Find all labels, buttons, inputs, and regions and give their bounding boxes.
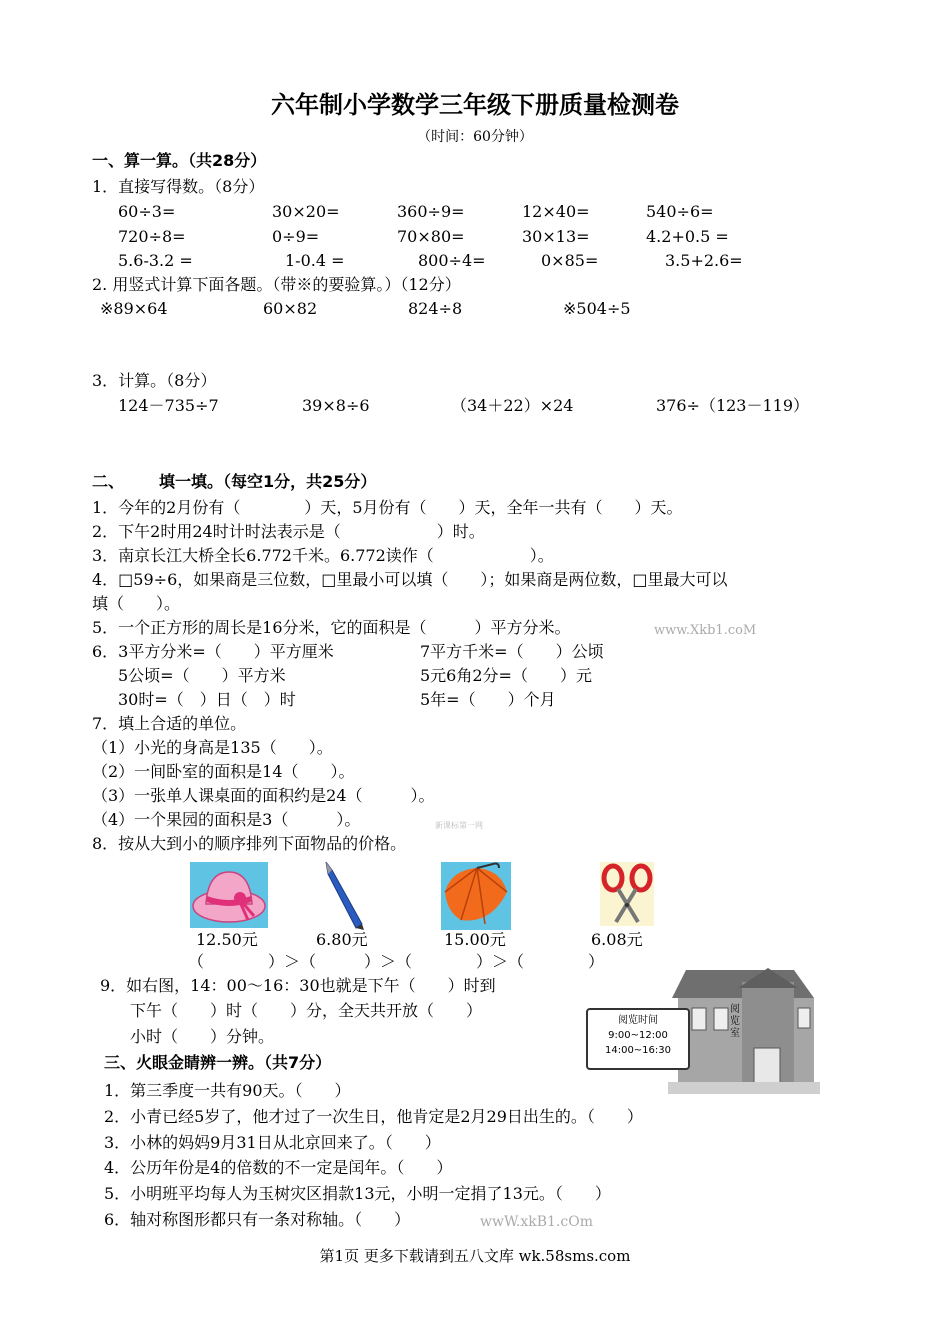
- compute-item: 376÷（123－119）: [656, 396, 810, 415]
- q1-label: 1．直接写得数。（8分）: [92, 177, 265, 196]
- sign-time: 14:00~16:30: [604, 1045, 671, 1056]
- judge-item: 3．小林的妈妈9月31日从北京回来了。（ ）: [104, 1133, 441, 1152]
- calc-item: 12×40=: [522, 202, 590, 221]
- price-label: 15.00元: [444, 930, 506, 949]
- price-label: 12.50元: [196, 930, 258, 949]
- page-footer: 第1页 更多下载请到五八文库 wk.58sms.com: [319, 1247, 631, 1265]
- q7-label: 7．填上合适的单位。: [92, 714, 247, 733]
- judge-item: 1．第三季度一共有90天。（ ）: [104, 1081, 351, 1100]
- q6-item: 6．3平方分米=（ ）平方厘米: [92, 642, 334, 661]
- calc-item: 5.6-3.2 =: [118, 251, 193, 270]
- vertical-calc-item: ※504÷5: [563, 299, 631, 318]
- fill-line: 填（ ）。: [92, 594, 181, 613]
- vertical-calc-item: ※89×64: [100, 299, 168, 318]
- section1-heading: 一、算一算。（共28分）: [92, 151, 267, 170]
- q3-label: 3．计算。（8分）: [92, 371, 217, 390]
- price-compare: （ ）＞（ ）＞（ ）＞（ ）: [188, 952, 605, 971]
- building-label: 阅览室: [730, 1004, 740, 1039]
- section2-heading-num: 二、: [92, 472, 125, 491]
- calc-item: 30×13=: [522, 227, 590, 246]
- price-label: 6.80元: [316, 930, 368, 949]
- q2-label: 2. 用竖式计算下面各题。（带※的要验算。）（12分）: [92, 275, 461, 294]
- time-limit: （时间：60分钟）: [417, 129, 533, 145]
- judge-item: 6．轴对称图形都只有一条对称轴。（ ）: [104, 1210, 411, 1229]
- compute-item: （34＋22）×24: [451, 396, 574, 415]
- calc-item: 0×85=: [541, 251, 599, 270]
- scissors-icon: [600, 862, 654, 926]
- section2-heading: 填一填。（每空1分，共25分）: [159, 472, 377, 491]
- hat-icon: [190, 862, 268, 928]
- q9-line: 小时（ ）分钟。: [130, 1027, 275, 1046]
- judge-item: 5．小明班平均每人为玉树灾区捐款13元，小明一定捐了13元。（ ）: [104, 1184, 611, 1203]
- vertical-calc-item: 824÷8: [408, 299, 463, 318]
- price-label: 6.08元: [591, 930, 643, 949]
- q6-item: 5元6角2分=（ ）元: [420, 666, 592, 685]
- opening-hours-sign: [586, 1008, 690, 1070]
- watermark: 新课标第一网: [435, 821, 483, 830]
- q7-item: （2）一间卧室的面积是14（ ）。: [92, 762, 355, 781]
- q6-item: 7平方千米=（ ）公顷: [420, 642, 604, 661]
- q9-line: 9．如右图，14：00～16：30也就是下午（ ）时到: [100, 976, 496, 995]
- watermark: wwW.xkB1.cOm: [480, 1214, 593, 1230]
- umbrella-icon: [441, 862, 511, 930]
- pen-icon: [320, 860, 368, 932]
- sign-title: 阅览时间: [618, 1015, 658, 1026]
- section3-heading: 三、火眼金睛辨一辨。（共7分）: [104, 1053, 332, 1072]
- q6-item: 30时=（ ）日（ ）时: [118, 690, 296, 709]
- compute-item: 39×8÷6: [302, 396, 370, 415]
- q9-line: 下午（ ）时（ ）分，全天共开放（ ）: [130, 1001, 483, 1020]
- calc-item: 720÷8=: [118, 227, 186, 246]
- fill-line: 4．□59÷6，如果商是三位数，□里最小可以填（ ）；如果商是两位数，□里最大可以: [92, 570, 728, 589]
- sign-time: 9:00~12:00: [608, 1030, 668, 1041]
- calc-item: 360÷9=: [397, 202, 465, 221]
- q7-item: （3）一张单人课桌面的面积约是24（ ）。: [92, 786, 435, 805]
- q7-item: （1）小光的身高是135（ ）。: [92, 738, 333, 757]
- calc-item: 60÷3=: [118, 202, 176, 221]
- fill-line: 2．下午2时用24时计时法表示是（ ）时。: [92, 522, 485, 541]
- page-title: 六年制小学数学三年级下册质量检测卷: [271, 91, 679, 119]
- calc-item: 3.5+2.6=: [665, 251, 743, 270]
- judge-item: 2．小青已经5岁了，他才过了一次生日，他肯定是2月29日出生的。（ ）: [104, 1107, 643, 1126]
- calc-item: 800÷4=: [418, 251, 486, 270]
- q8-label: 8．按从大到小的顺序排列下面物品的价格。: [92, 834, 407, 853]
- vertical-calc-item: 60×82: [263, 299, 318, 318]
- fill-line: 3．南京长江大桥全长6.772千米。6.772读作（ ）。: [92, 546, 554, 565]
- judge-item: 4．公历年份是4的倍数的不一定是闰年。（ ）: [104, 1158, 453, 1177]
- compute-item: 124－735÷7: [118, 396, 219, 415]
- fill-line: 1．今年的2月份有（ ）天，5月份有（ ）天，全年一共有（ ）天。: [92, 498, 683, 517]
- calc-item: 540÷6=: [646, 202, 714, 221]
- calc-item: 70×80=: [397, 227, 465, 246]
- q6-item: 5年=（ ）个月: [420, 690, 556, 709]
- watermark: www.Xkb1.coM: [654, 623, 757, 638]
- library-building-icon: [668, 964, 820, 1094]
- calc-item: 30×20=: [272, 202, 340, 221]
- fill-line: 5．一个正方形的周长是16分米，它的面积是（ ）平方分米。: [92, 618, 571, 637]
- q6-item: 5公顷=（ ）平方米: [118, 666, 286, 685]
- q7-item: （4）一个果园的面积是3（ ）。: [92, 810, 361, 829]
- calc-item: 1-0.4 =: [285, 251, 345, 270]
- calc-item: 4.2+0.5 =: [646, 227, 729, 246]
- calc-item: 0÷9=: [272, 227, 320, 246]
